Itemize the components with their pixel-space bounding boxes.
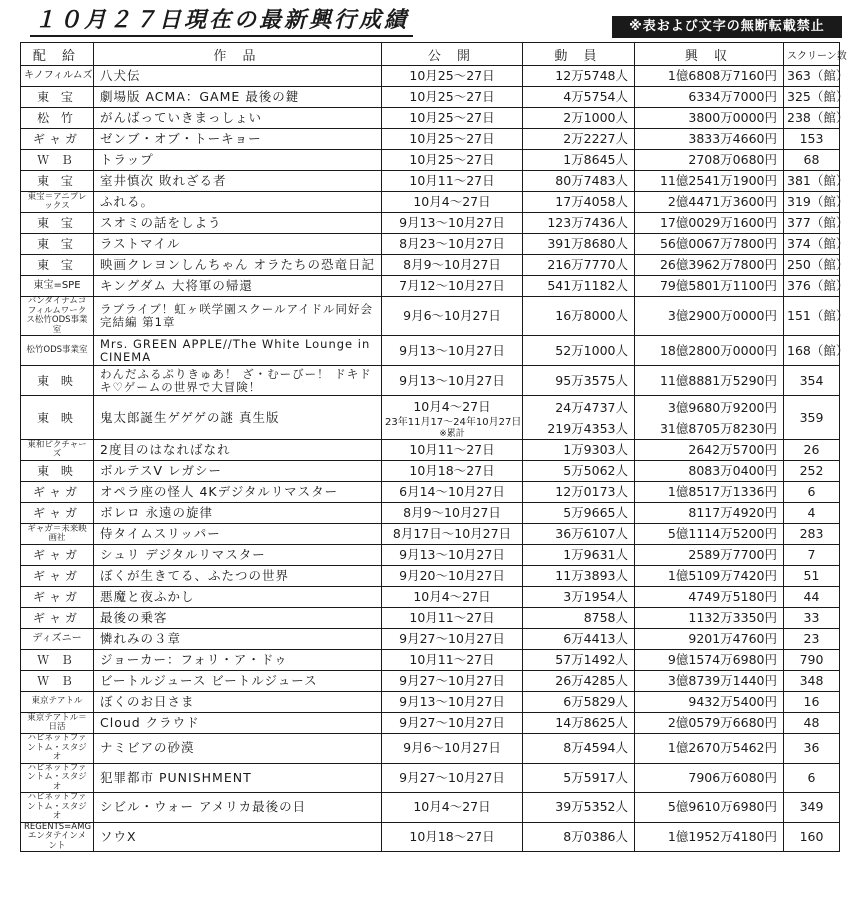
table-row — [21, 366, 840, 396]
release-period: 10月4～27日 — [413, 399, 491, 414]
movie-title-cell: ラストマイル — [94, 234, 382, 255]
release-period-cell: 10月25～27日 — [382, 150, 523, 171]
attendance-cell: 12万5748人 — [523, 66, 635, 87]
column-header-attendance: 動 員 — [523, 43, 635, 66]
table-row — [21, 87, 840, 108]
distributor-cell: REGENTS=AMGエンタテインメント — [21, 822, 94, 852]
attendance-cell: 1万9631人 — [523, 545, 635, 566]
revenue-cell: 1億2670万5462円 — [635, 734, 784, 764]
release-period-cell: 10月18～27日 — [382, 822, 523, 852]
screens-cell: 359 — [784, 396, 840, 440]
release-period-cell: 10月4～27日 — [382, 587, 523, 608]
movie-title-cell: Mrs. GREEN APPLE//The White Lounge in CINEMA — [94, 336, 382, 366]
distributor-cell: ハピネットファントム・スタジオ — [21, 734, 94, 764]
attendance-cell: 26万4285人 — [523, 671, 635, 692]
attendance-cell: 3万1954人 — [523, 587, 635, 608]
table-row — [21, 129, 840, 150]
distributor-cell: 東京テアトル — [21, 692, 94, 713]
release-period-cell: 8月17日～10月27日 — [382, 524, 523, 545]
release-period-cell — [382, 396, 523, 440]
revenue-cell: 9201万4760円 — [635, 629, 784, 650]
screens-cell: 6 — [784, 763, 840, 793]
table-row — [21, 396, 840, 440]
distributor-cell: ハピネットファントム・スタジオ — [21, 793, 94, 823]
table-row — [21, 713, 840, 734]
distributor-cell: 東和ピクチャーズ — [21, 440, 94, 461]
distributor-cell: 東 映 — [21, 461, 94, 482]
table-row — [21, 566, 840, 587]
movie-title-cell: オペラ座の怪人 4Kデジタルリマスター — [94, 482, 382, 503]
distributor-cell: 東京テアトル＝日活 — [21, 713, 94, 734]
revenue-cumulative: 31億8705万8230円 — [659, 420, 777, 436]
release-period-cell: 10月11～27日 — [382, 440, 523, 461]
attendance-cell: 8万0386人 — [523, 822, 635, 852]
table-row — [21, 587, 840, 608]
release-period-cell: 10月25～27日 — [382, 108, 523, 129]
revenue-cell: 18億2800万0000円 — [635, 336, 784, 366]
release-period-cell: 9月27～10月27日 — [382, 629, 523, 650]
distributor-cell: ギャガ — [21, 587, 94, 608]
revenue-cell: 4749万5180円 — [635, 587, 784, 608]
table-row — [21, 692, 840, 713]
movie-title-cell: ビートルジュース ビートルジュース — [94, 671, 382, 692]
table-row — [21, 461, 840, 482]
movie-title-cell: ジョーカー：フォリ・ア・ドゥ — [94, 650, 382, 671]
copyright-notice: ※表および文字の無断転載禁止 — [612, 16, 842, 38]
movie-title-cell: 最後の乗客 — [94, 608, 382, 629]
attendance-cell: 52万1000人 — [523, 336, 635, 366]
column-header-screens: スクリーン数 — [784, 43, 840, 66]
movie-title-cell: シュリ デジタルリマスター — [94, 545, 382, 566]
release-period-cell: 9月13～10月27日 — [382, 545, 523, 566]
revenue-cell: 2589万7700円 — [635, 545, 784, 566]
revenue-cell: 1億1952万4180円 — [635, 822, 784, 852]
screens-cell: 376（館） — [784, 276, 840, 297]
table-row — [21, 734, 840, 764]
movie-title-cell: ぼくのお日さま — [94, 692, 382, 713]
revenue-cell: 5億9610万6980円 — [635, 793, 784, 823]
distributor-cell: キノフィルムズ — [21, 66, 94, 87]
screens-cell: 44 — [784, 587, 840, 608]
box-office-table — [20, 42, 849, 852]
revenue-cell: 1億8517万1336円 — [635, 482, 784, 503]
screens-cell: 36 — [784, 734, 840, 764]
screens-cell: 16 — [784, 692, 840, 713]
table-row — [21, 66, 840, 87]
table-row — [21, 108, 840, 129]
table-row — [21, 524, 840, 545]
attendance-cell: 6万5829人 — [523, 692, 635, 713]
table-row — [21, 234, 840, 255]
attendance-cell: 5万5062人 — [523, 461, 635, 482]
attendance-cell: 39万5352人 — [523, 793, 635, 823]
attendance-cell: 2万1000人 — [523, 108, 635, 129]
distributor-cell: 東 宝 — [21, 171, 94, 192]
attendance-cell: 95万3575人 — [523, 366, 635, 396]
release-period-cell: 8月9～10月27日 — [382, 255, 523, 276]
attendance-cell: 1万8645人 — [523, 150, 635, 171]
table-row — [21, 297, 840, 336]
screens-cell: 7 — [784, 545, 840, 566]
screens-cell: 354 — [784, 366, 840, 396]
movie-title-cell: ラブライブ！虹ヶ咲学園スクールアイドル同好会 完結編 第1章 — [94, 297, 382, 336]
column-header-revenue: 興 収 — [635, 43, 784, 66]
release-period-cumulative: 23年11月17～24年10月27日 — [385, 417, 522, 428]
table-row — [21, 650, 840, 671]
movie-title-cell: キングダム 大将軍の帰還 — [94, 276, 382, 297]
release-period-cell: 10月4～27日 — [382, 793, 523, 823]
screens-cell: 68 — [784, 150, 840, 171]
revenue-cell — [635, 396, 784, 440]
attendance-cell: 12万0173人 — [523, 482, 635, 503]
attendance-cell: 123万7436人 — [523, 213, 635, 234]
movie-title-cell: シビル・ウォー アメリカ最後の日 — [94, 793, 382, 823]
column-header-release: 公 開 — [382, 43, 523, 66]
movie-title-cell: 憐れみの３章 — [94, 629, 382, 650]
movie-title-cell: スオミの話をしよう — [94, 213, 382, 234]
attendance-cell: 14万8625人 — [523, 713, 635, 734]
table-row — [21, 150, 840, 171]
distributor-cell: ハピネットファントム・スタジオ — [21, 763, 94, 793]
release-period-cell: 10月11～27日 — [382, 171, 523, 192]
attendance-cell: 1万9303人 — [523, 440, 635, 461]
movie-title-cell: ナミビアの砂漠 — [94, 734, 382, 764]
revenue-cell: 8117万4920円 — [635, 503, 784, 524]
revenue-cell: 11億8881万5290円 — [635, 366, 784, 396]
distributor-cell: 東宝=SPE — [21, 276, 94, 297]
revenue-cell: 3833万4660円 — [635, 129, 784, 150]
distributor-cell: 東 宝 — [21, 255, 94, 276]
screens-cell: 252 — [784, 461, 840, 482]
column-header-distributor: 配 給 — [21, 43, 94, 66]
screens-cell: 238（館） — [784, 108, 840, 129]
table-row — [21, 503, 840, 524]
screens-cell: 325（館） — [784, 87, 840, 108]
table-row — [21, 545, 840, 566]
distributor-cell: Ｗ Ｂ — [21, 150, 94, 171]
table-row — [21, 336, 840, 366]
release-period-cell: 10月4～27日 — [382, 192, 523, 213]
revenue-value: 3億9680万9200円 — [667, 399, 777, 415]
revenue-cell: 8083万0400円 — [635, 461, 784, 482]
screens-cell: 348 — [784, 671, 840, 692]
screens-cell: 4 — [784, 503, 840, 524]
revenue-cell: 9432万5400円 — [635, 692, 784, 713]
screens-cell: 6 — [784, 482, 840, 503]
distributor-cell: Ｗ Ｂ — [21, 671, 94, 692]
attendance-cell: 2万2227人 — [523, 129, 635, 150]
release-period-cell: 10月25～27日 — [382, 66, 523, 87]
table-row — [21, 171, 840, 192]
screens-cell: 160 — [784, 822, 840, 852]
movie-title-cell: 犯罪都市 PUNISHMENT — [94, 763, 382, 793]
revenue-cell: 2億4471万3600円 — [635, 192, 784, 213]
movie-title-cell: わんだふるぷりきゅあ！ ざ・むーびー！ ドキドキ♡ゲームの世界で大冒険！ — [94, 366, 382, 396]
movie-title-cell: ふれる。 — [94, 192, 382, 213]
distributor-cell: 東 宝 — [21, 234, 94, 255]
release-period-cell: 9月13～10月27日 — [382, 213, 523, 234]
attendance-cell: 5万5917人 — [523, 763, 635, 793]
release-period-cell: 9月27～10月27日 — [382, 713, 523, 734]
attendance-cell: 541万1182人 — [523, 276, 635, 297]
table-row — [21, 276, 840, 297]
movie-title-cell: 鬼太郎誕生ゲゲゲの謎 真生版 — [94, 396, 382, 440]
screens-cell: 26 — [784, 440, 840, 461]
screens-cell: 51 — [784, 566, 840, 587]
revenue-cell: 2億0579万6680円 — [635, 713, 784, 734]
release-period-cell: 9月13～10月27日 — [382, 336, 523, 366]
screens-cell: 377（館） — [784, 213, 840, 234]
release-period-cell: 9月6～10月27日 — [382, 734, 523, 764]
release-period-cell: 10月18～27日 — [382, 461, 523, 482]
table-row — [21, 671, 840, 692]
revenue-cell: 3億8739万1440円 — [635, 671, 784, 692]
movie-title-cell: 劇場版 ACMA：GAME 最後の鍵 — [94, 87, 382, 108]
revenue-cell: 17億0029万1600円 — [635, 213, 784, 234]
movie-title-cell: 八犬伝 — [94, 66, 382, 87]
distributor-cell: ギャガ — [21, 566, 94, 587]
distributor-cell: バンダイナムコフィルムワークス松竹ODS事業室 — [21, 297, 94, 336]
distributor-cell: ギャガ — [21, 608, 94, 629]
attendance-cell: 36万6107人 — [523, 524, 635, 545]
distributor-cell: 東 宝 — [21, 213, 94, 234]
release-period-cell: 10月11～27日 — [382, 650, 523, 671]
table-row — [21, 192, 840, 213]
attendance-cell: 4万5754人 — [523, 87, 635, 108]
distributor-cell: ディズニー — [21, 629, 94, 650]
revenue-cell: 5億1114万5200円 — [635, 524, 784, 545]
revenue-cell: 3億2900万0000円 — [635, 297, 784, 336]
revenue-cell: 56億0067万7800円 — [635, 234, 784, 255]
table-row — [21, 440, 840, 461]
release-period-cell: 10月25～27日 — [382, 87, 523, 108]
distributor-cell: Ｗ Ｂ — [21, 650, 94, 671]
release-period-cell: 8月23～10月27日 — [382, 234, 523, 255]
release-period-cell: 10月11～27日 — [382, 608, 523, 629]
screens-cell: 168（館） — [784, 336, 840, 366]
release-period-cell: 8月9～10月27日 — [382, 503, 523, 524]
attendance-cell: 80万7483人 — [523, 171, 635, 192]
attendance-value: 24万4737人 — [555, 399, 628, 415]
movie-title-cell: Cloud クラウド — [94, 713, 382, 734]
attendance-cell: 16万8000人 — [523, 297, 635, 336]
revenue-cell: 1億6808万7160円 — [635, 66, 784, 87]
revenue-cell: 79億5801万1100円 — [635, 276, 784, 297]
release-period-cell: 9月20～10月27日 — [382, 566, 523, 587]
column-header-title: 作 品 — [94, 43, 382, 66]
distributor-cell: 東 映 — [21, 396, 94, 440]
revenue-cell: 1億5109万7420円 — [635, 566, 784, 587]
distributor-cell: ギャガ — [21, 503, 94, 524]
distributor-cell: 東 映 — [21, 366, 94, 396]
release-period-cell: 9月13～10月27日 — [382, 692, 523, 713]
movie-title-cell: がんばっていきまっしょい — [94, 108, 382, 129]
table-row — [21, 793, 840, 823]
revenue-cell: 26億3962万7800円 — [635, 255, 784, 276]
distributor-cell: ギャガ — [21, 129, 94, 150]
revenue-cell: 1132万3350円 — [635, 608, 784, 629]
movie-title-cell: ボルテスV レガシー — [94, 461, 382, 482]
movie-title-cell: ボレロ 永遠の旋律 — [94, 503, 382, 524]
attendance-cell: 6万4413人 — [523, 629, 635, 650]
screens-cell: 790 — [784, 650, 840, 671]
table-row — [21, 255, 840, 276]
attendance-cell: 5万9665人 — [523, 503, 635, 524]
table-row — [21, 763, 840, 793]
release-period-cell: 9月27～10月27日 — [382, 763, 523, 793]
attendance-cell: 57万1492人 — [523, 650, 635, 671]
attendance-cell: 216万7770人 — [523, 255, 635, 276]
screens-cell: 33 — [784, 608, 840, 629]
release-period-cell: 6月14～10月27日 — [382, 482, 523, 503]
table-body — [21, 66, 849, 852]
distributor-cell: ギャガ — [21, 545, 94, 566]
distributor-cell: 東 宝 — [21, 87, 94, 108]
movie-title-cell: 室井慎次 敗れざる者 — [94, 171, 382, 192]
table-row — [21, 629, 840, 650]
distributor-cell: 松竹ODS事業室 — [21, 336, 94, 366]
movie-title-cell: ぼくが生きてる、ふたつの世界 — [94, 566, 382, 587]
table-row — [21, 608, 840, 629]
movie-title-cell: トラップ — [94, 150, 382, 171]
screens-cell: 153 — [784, 129, 840, 150]
release-period-cell: 9月6～10月27日 — [382, 297, 523, 336]
screens-cell: 319（館） — [784, 192, 840, 213]
attendance-cell: 8758人 — [523, 608, 635, 629]
movie-title-cell: ソウX — [94, 822, 382, 852]
page-title: １０月２７日現在の最新興行成績 — [30, 8, 413, 37]
release-period-cell: 7月12～10月27日 — [382, 276, 523, 297]
cumulative-note: ※累計 — [439, 429, 465, 439]
revenue-cell: 9億1574万6980円 — [635, 650, 784, 671]
release-period-cell: 9月13～10月27日 — [382, 366, 523, 396]
attendance-cell: 391万8680人 — [523, 234, 635, 255]
revenue-cell: 6334万7000円 — [635, 87, 784, 108]
attendance-cell: 8万4594人 — [523, 734, 635, 764]
table-header-row — [21, 43, 840, 66]
revenue-cell: 2708万0680円 — [635, 150, 784, 171]
screens-cell: 283 — [784, 524, 840, 545]
revenue-cell: 7906万6080円 — [635, 763, 784, 793]
release-period-cell: 9月27～10月27日 — [382, 671, 523, 692]
distributor-cell: ギャガ＝未来映画社 — [21, 524, 94, 545]
movie-title-cell: 映画クレヨンしんちゃん オラたちの恐竜日記 — [94, 255, 382, 276]
distributor-cell: 松 竹 — [21, 108, 94, 129]
release-period-cell: 10月25～27日 — [382, 129, 523, 150]
screens-cell: 48 — [784, 713, 840, 734]
screens-cell: 363（館） — [784, 66, 840, 87]
screens-cell: 374（館） — [784, 234, 840, 255]
attendance-cumulative: 219万4353人 — [547, 420, 628, 436]
attendance-cell: 17万4058人 — [523, 192, 635, 213]
table-row — [21, 822, 840, 852]
distributor-cell: 東宝＝アニプレックス — [21, 192, 94, 213]
movie-title-cell: 侍タイムスリッパー — [94, 524, 382, 545]
screens-cell: 23 — [784, 629, 840, 650]
attendance-cell — [523, 396, 635, 440]
distributor-cell: ギャガ — [21, 482, 94, 503]
table-row — [21, 213, 840, 234]
revenue-cell: 2642万5700円 — [635, 440, 784, 461]
screens-cell: 381（館） — [784, 171, 840, 192]
movie-title-cell: 悪魔と夜ふかし — [94, 587, 382, 608]
screens-cell: 151（館） — [784, 297, 840, 336]
revenue-cell: 11億2541万1900円 — [635, 171, 784, 192]
revenue-cell: 3800万0000円 — [635, 108, 784, 129]
attendance-cell: 11万3893人 — [523, 566, 635, 587]
screens-cell: 250（館） — [784, 255, 840, 276]
movie-title-cell: 2度目のはなればなれ — [94, 440, 382, 461]
movie-title-cell: ゼンブ・オブ・トーキョー — [94, 129, 382, 150]
screens-cell: 349 — [784, 793, 840, 823]
table-row — [21, 482, 840, 503]
